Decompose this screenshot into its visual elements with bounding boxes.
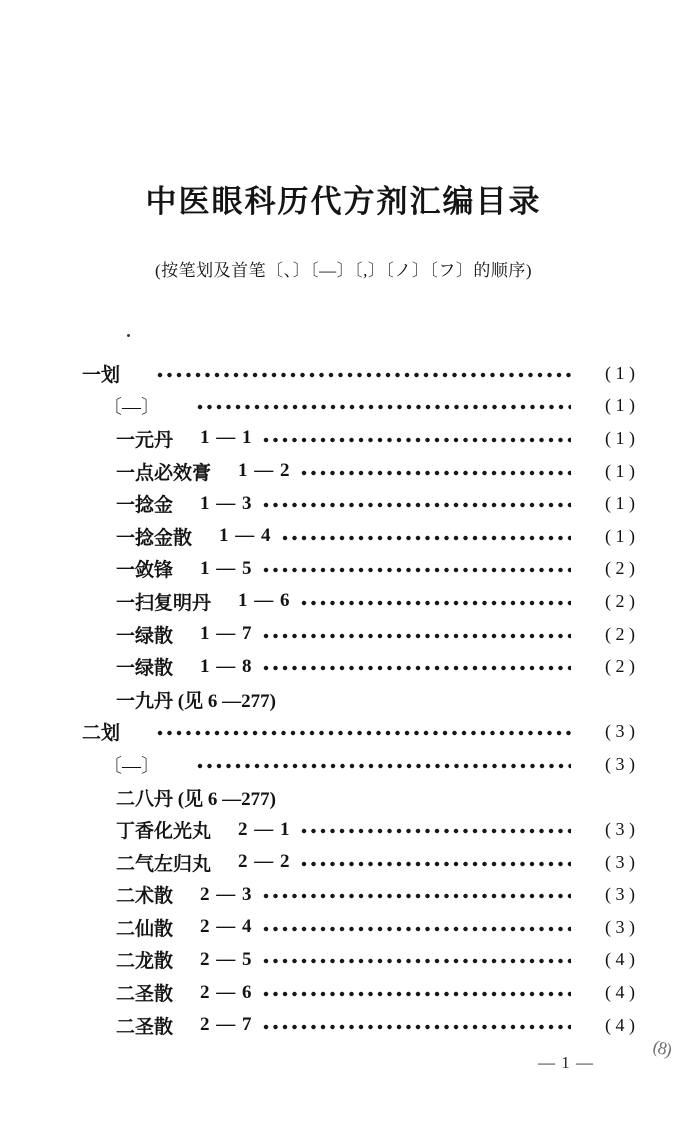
toc-entry-page: ( 2 ) [605, 656, 635, 677]
dot-leader [263, 665, 571, 672]
toc-entry [0, 748, 687, 781]
toc-entry-number: 1 — 6 [238, 590, 291, 612]
toc-entry-title: 二龙散 [116, 951, 174, 973]
toc-entry-title: 一点必效膏 [116, 462, 212, 484]
toc-entry-number: 1 — 3 [200, 492, 253, 514]
toc-entry-title: 二仙散 [116, 918, 174, 940]
toc-entry-page: ( 3 ) [605, 916, 635, 937]
dot-leader [263, 1024, 571, 1031]
toc-entry-page: ( 1 ) [605, 493, 635, 514]
toc-entry [0, 716, 687, 749]
toc-entry [0, 553, 687, 586]
toc-entry [0, 585, 687, 618]
toc-entry [0, 618, 687, 651]
toc-entry-title: 二八丹 (见 6 —277) [116, 788, 276, 810]
toc-entry [0, 944, 687, 977]
page-number-folio: — 1 — [538, 1053, 594, 1072]
toc-entry-page: ( 3 ) [605, 884, 635, 905]
toc-entry-number: 1 — 1 [200, 427, 253, 449]
toc-entry-page: ( 4 ) [605, 1014, 635, 1035]
toc-entry-page: ( 1 ) [605, 362, 635, 383]
dot-leader [263, 633, 571, 640]
toc-entry-number: 2 — 7 [200, 1014, 253, 1036]
toc-entry-number: 2 — 6 [200, 981, 253, 1003]
dot-leader [263, 991, 571, 998]
dot-leader [157, 730, 571, 737]
dot-leader [197, 763, 571, 770]
toc-entry-number: 1 — 7 [200, 623, 253, 645]
toc-entry [0, 976, 687, 1009]
toc-entry [0, 1009, 687, 1042]
toc-entry-title: 一九丹 (见 6 —277) [116, 690, 276, 712]
toc-entry-page: ( 3 ) [605, 753, 635, 774]
toc-entry-title: 〔—〕 [103, 397, 161, 419]
dot-leader [263, 926, 571, 933]
toc-entry-title: 二圣散 [116, 984, 174, 1006]
toc-entry [0, 390, 687, 423]
toc-entry-page: ( 4 ) [605, 949, 635, 970]
toc-entry-title: 一敛锋 [116, 560, 174, 582]
dot-leader [263, 958, 571, 965]
toc-entry-number: 1 — 5 [200, 557, 253, 579]
toc-entry-page: ( 3 ) [605, 819, 635, 840]
toc-entry-page: ( 4 ) [605, 982, 635, 1003]
toc-entry [0, 813, 687, 846]
toc-entry-title: 一绿散 [116, 658, 174, 680]
dot-leader [301, 470, 571, 477]
dot-leader [301, 600, 571, 607]
dot-leader [282, 535, 571, 542]
page-subtitle: (按笔划及首笔〔、〕〔—〕〔,〕〔ノ〕〔フ〕的顺序) [154, 261, 533, 280]
toc-entry-title: 二气左归丸 [116, 853, 212, 875]
toc-entry [0, 683, 687, 716]
toc-entry-title: 一绿散 [116, 625, 174, 647]
toc-entry [0, 650, 687, 683]
toc-entry-title: 二圣散 [116, 1016, 174, 1038]
toc-entry-title: 二术散 [116, 886, 174, 908]
table-of-contents [0, 357, 687, 1041]
dot-leader [263, 567, 571, 574]
toc-entry-number: 1 — 2 [238, 460, 291, 482]
page-title: 中医眼科历代方剂汇编目录 [145, 184, 542, 219]
toc-entry-title: 一捻金散 [116, 527, 193, 549]
toc-entry-title: 〔—〕 [103, 755, 161, 777]
toc-entry-page: ( 2 ) [605, 623, 635, 644]
toc-entry-number: 1 — 8 [200, 655, 253, 677]
toc-entry-title: 一元丹 [116, 429, 174, 451]
toc-entry-number: 2 — 5 [200, 948, 253, 970]
toc-entry-title: 一划 [82, 364, 121, 386]
dot-leader [263, 437, 571, 444]
toc-entry [0, 422, 687, 455]
toc-entry-number: 2 — 2 [238, 851, 291, 873]
toc-entry [0, 781, 687, 814]
toc-entry [0, 520, 687, 553]
dot-leader [263, 502, 571, 509]
toc-entry [0, 879, 687, 912]
toc-entry-number: 2 — 4 [200, 916, 253, 938]
toc-entry [0, 357, 687, 390]
toc-entry-title: 一扫复明丹 [116, 592, 212, 614]
toc-entry-number: 2 — 3 [200, 883, 253, 905]
toc-entry [0, 846, 687, 879]
toc-entry-page: ( 3 ) [605, 851, 635, 872]
toc-entry-title: 二划 [82, 723, 121, 745]
dot-leader [301, 861, 571, 868]
toc-entry [0, 455, 687, 488]
dot-leader [301, 828, 571, 835]
dot-leader [263, 893, 571, 900]
dot-leader [197, 404, 571, 411]
dot-leader [157, 372, 571, 379]
corner-stamp-mark: (8) [650, 1036, 674, 1060]
toc-entry-number: 2 — 1 [238, 818, 291, 840]
toc-entry [0, 911, 687, 944]
toc-entry-page: ( 1 ) [605, 395, 635, 416]
toc-entry-page: ( 2 ) [605, 558, 635, 579]
toc-entry-page: ( 2 ) [605, 590, 635, 611]
toc-entry-page: ( 1 ) [605, 427, 635, 448]
scan-speck [127, 334, 130, 337]
toc-entry-title: 一捻金 [116, 495, 174, 517]
toc-entry-number: 1 — 4 [219, 525, 272, 547]
toc-entry [0, 487, 687, 520]
toc-entry-page: ( 1 ) [605, 525, 635, 546]
toc-entry-page: ( 1 ) [605, 460, 635, 481]
toc-entry-page: ( 3 ) [605, 721, 635, 742]
toc-entry-title: 丁香化光丸 [116, 821, 212, 843]
